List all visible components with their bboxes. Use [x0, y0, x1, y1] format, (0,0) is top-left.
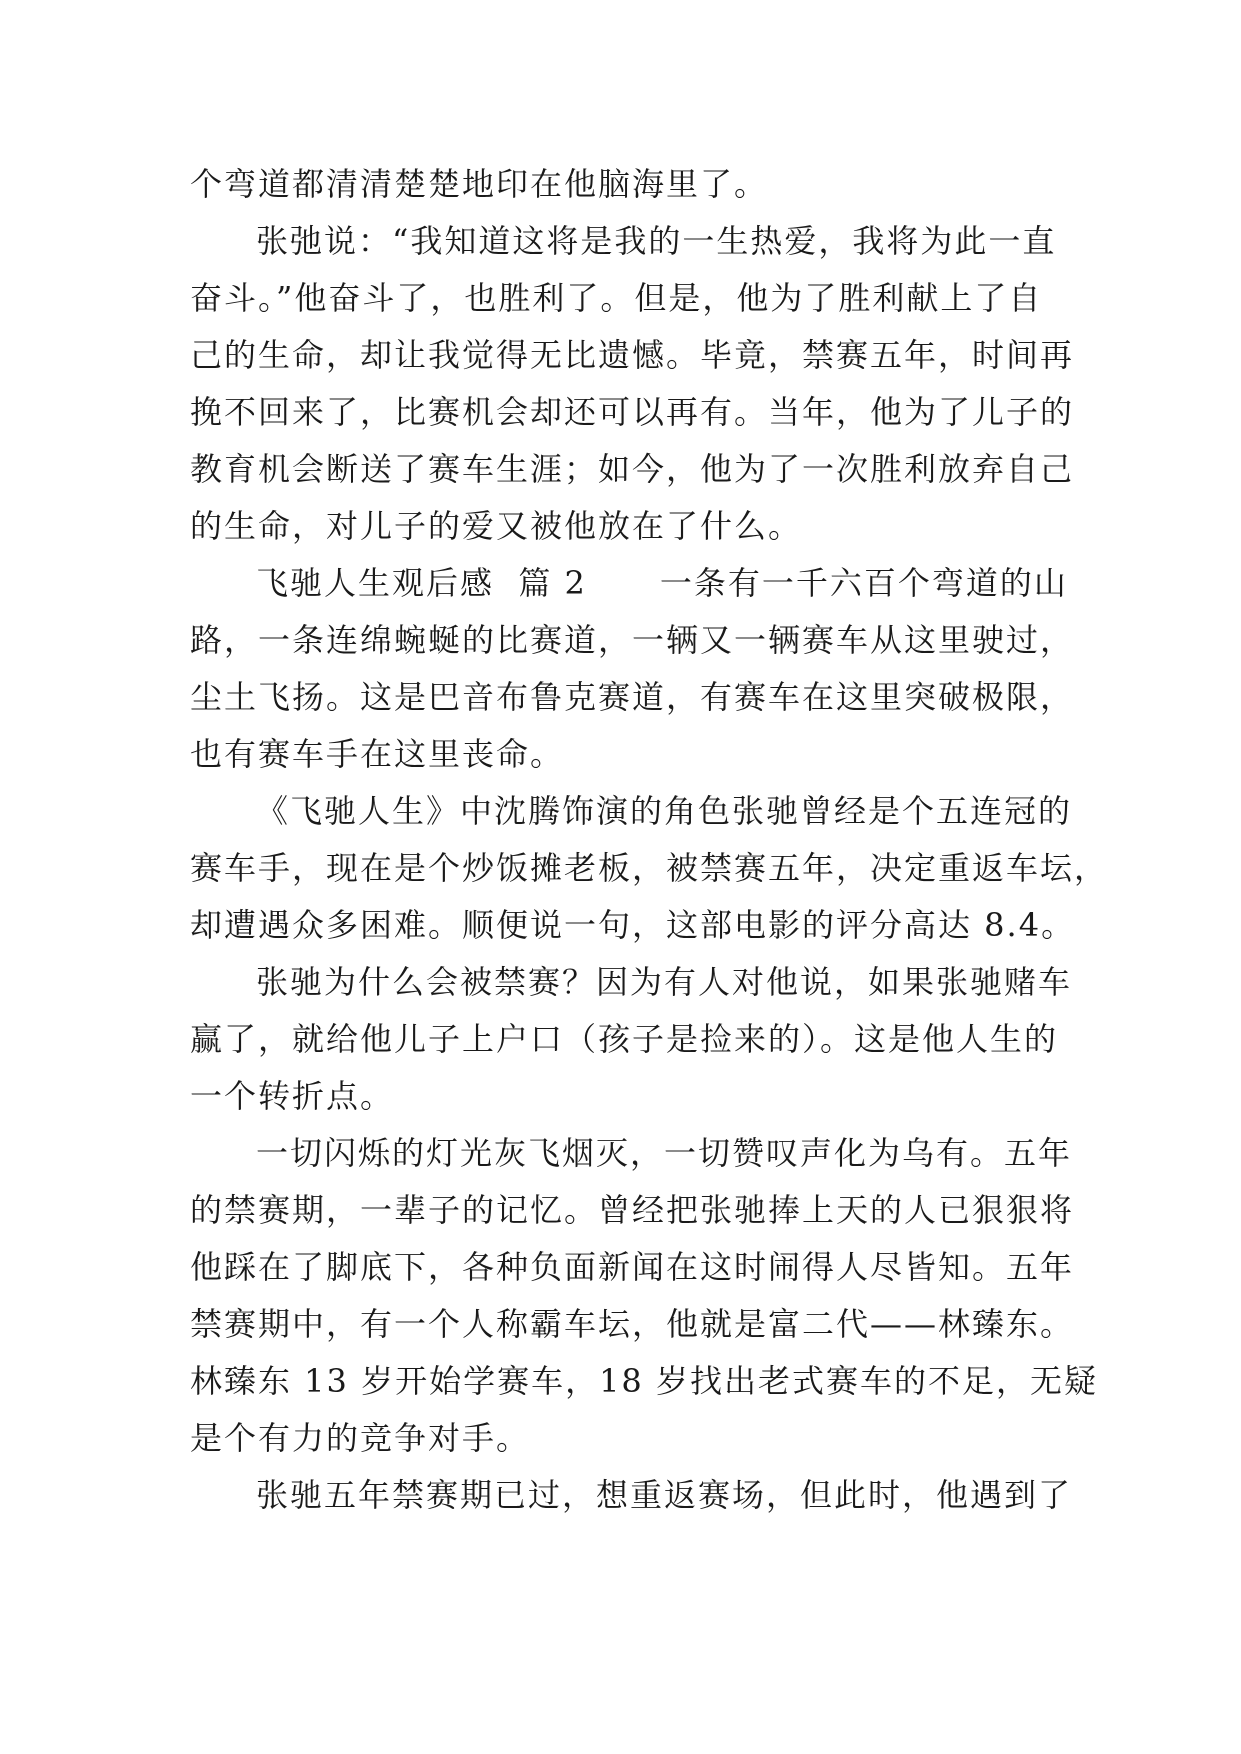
text-line: 却遭遇众多困难。顺便说一句，这部电影的评分高达 8.4。: [190, 906, 1076, 944]
text-line: 个弯道都清清楚楚地印在他脑海里了。: [190, 165, 769, 203]
text-line: 的禁赛期，一辈子的记忆。曾经把张驰捧上天的人已狠狠将: [190, 1191, 1075, 1229]
text-line: 林臻东 13 岁开始学赛车，18 岁找出老式赛车的不足，无疑: [190, 1362, 1098, 1400]
text-line: 张驰为什么会被禁赛？因为有人对他说，如果张驰赌车: [256, 963, 1073, 1001]
text-line: 一切闪烁的灯光灰飞烟灭，一切赞叹声化为乌有。五年: [256, 1134, 1073, 1172]
text-line: 的生命，对儿子的爱又被他放在了什么。: [190, 507, 803, 545]
text-line: 张弛说：“我知道这将是我的一生热爱，我将为此一直: [256, 222, 1057, 260]
text-line: 己的生命，却让我觉得无比遗憾。毕竟，禁赛五年，时间再: [190, 336, 1075, 374]
text-line: 飞驰人生观后感 篇 2 一条有一千六百个弯道的山: [256, 564, 1068, 602]
text-line: 尘土飞扬。这是巴音布鲁克赛道，有赛车在这里突破极限，: [190, 678, 1075, 716]
text-line: 禁赛期中，有一个人称霸车坛，他就是富二代——林臻东。: [190, 1305, 1075, 1343]
text-line: 张驰五年禁赛期已过，想重返赛场，但此时，他遇到了: [256, 1476, 1073, 1514]
text-line: 路，一条连绵蜿蜒的比赛道，一辆又一辆赛车从这里驶过，: [190, 621, 1075, 659]
text-line: 《飞驰人生》中沈腾饰演的角色张驰曾经是个五连冠的: [256, 792, 1073, 830]
text-line: 挽不回来了，比赛机会却还可以再有。当年，他为了儿子的: [190, 393, 1075, 431]
text-line: 他踩在了脚底下，各种负面新闻在这时闹得人尽皆知。五年: [190, 1248, 1075, 1286]
text-line: 教育机会断送了赛车生涯；如今，他为了一次胜利放弃自己: [190, 450, 1075, 488]
text-line: 是个有力的竞争对手。: [190, 1419, 531, 1457]
text-line: 一个转折点。: [190, 1077, 395, 1115]
text-line: 赢了，就给他儿子上户口（孩子是捡来的）。这是他人生的: [190, 1020, 1059, 1058]
text-line: 也有赛车手在这里丧命。: [190, 735, 565, 773]
body-text: [190, 156, 1109, 1524]
text-line: 赛车手，现在是个炒饭摊老板，被禁赛五年，决定重返车坛，: [190, 849, 1109, 887]
text-line: 奋斗。”他奋斗了，也胜利了。但是，他为了胜利献上了自: [190, 279, 1043, 317]
